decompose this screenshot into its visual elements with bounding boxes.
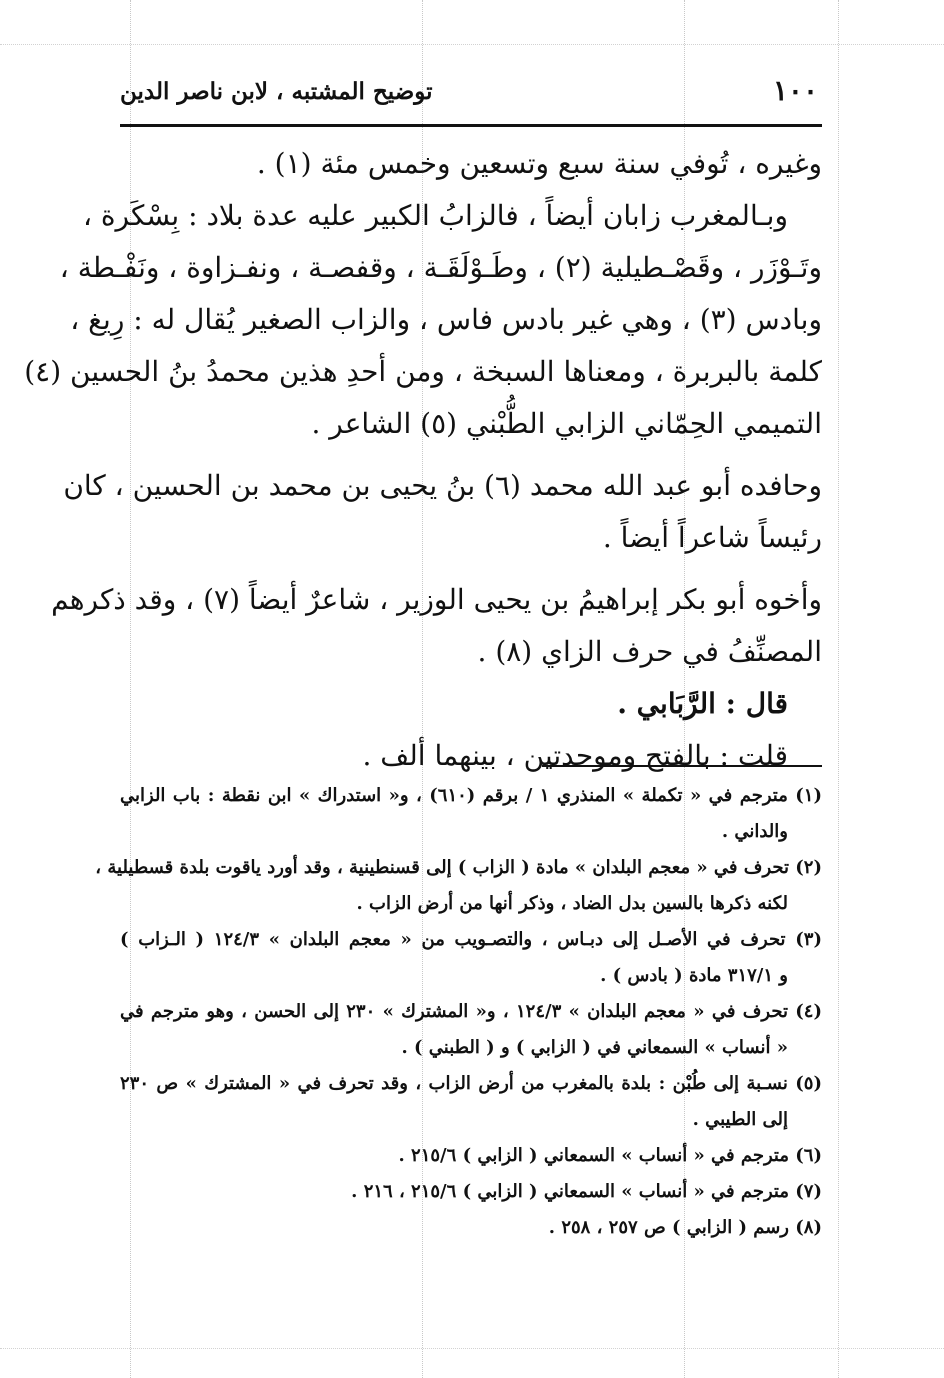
text-line: رئيساً شاعراً أيضاً . (602, 521, 822, 554)
text-line: وغيره ، تُوفي سنة سبع وتسعين وخمس مئة (١) . (256, 147, 822, 180)
scan-guide-line (838, 0, 839, 1378)
text-line: التميمي الحِمّاني الزابي الطُّبْني (٥) الشاعر . (311, 407, 822, 440)
scan-guide-line (0, 44, 944, 45)
footnote-line: لكنه ذكرها بالسين بدل الضاد ، وذكر أنها من أرض الزاب . (356, 893, 788, 914)
footnotes (95, 778, 822, 1246)
text-line: وتَـوْزَر ، وقَصْـطيلية (٢) ، وطَـوْلَقَـة ، وقفصـة ، ونفـزاوة ، ونَفْـطة ، (59, 251, 822, 284)
page-header (120, 72, 820, 124)
text-line: وأخوه أبو بكر إبراهيمُ بن يحيى الوزير ، شاعرٌ أيضاً (٧) ، وقد ذكرهم (51, 583, 822, 616)
text-line: المصنِّفُ في حرف الزاي (٨) . (477, 635, 822, 668)
footnote-line: (٦) مترجم في « أنساب » السمعاني ( الزابي ) ٢١٥/٦ . (398, 1145, 822, 1166)
footnote-line: « أنساب » السمعاني في ( الزابي ) و ( الطبني ) . (401, 1037, 788, 1058)
footnote-line: (٣) تحرف في الأصـل إلى دبـاس ، والتصـويب من « معجم البلدان » ١٢٤/٣ ( الـزاب ) (120, 929, 822, 950)
footnote-line: (١) مترجم في « تكملة » المنذري ١ / برقم (٦١٠) ، و« استدراك » ابن نقطة : باب الزابي (120, 785, 822, 806)
footnote-line: والداني . (721, 821, 788, 842)
footnote-line: (٤) تحرف في « معجم البلدان » ١٢٤/٣ ، و« المشترك » ٢٣٠ إلى الحسن ، وهو مترجم في (120, 1001, 822, 1022)
footnote-line: إلى الطيبي . (692, 1109, 788, 1130)
footnote-line: (٢) تحرف في « معجم البلدان » مادة ( الزاب ) إلى قسنطينية ، وقد أورد ياقوت بلدة قسطيلية ، (95, 857, 822, 878)
running-title: توضيح المشتبه ، لابن ناصر الدين (120, 78, 433, 105)
main-text (24, 138, 822, 782)
footnote-line: (٥) نسـبة إلى طُبْن : بلدة بالمغرب من أرض الزاب ، وقد تحرف في « المشترك » ص ٢٣٠ (120, 1073, 822, 1094)
footnote-separator (542, 765, 822, 767)
footnote-line: و ٣١٧/١ مادة ( بادس ) . (600, 965, 788, 986)
text-line: وبادس (٣) ، وهي غير بادس فاس ، والزاب الصغير يُقال له : رِيغ ، (70, 303, 822, 336)
footnote-line: (٧) مترجم في « أنساب » السمعاني ( الزابي ) ٢١٥/٦ ، ٢١٦ . (351, 1181, 822, 1202)
footnote-line: (٨) رسم ( الزابي ) ص ٢٥٧ ، ٢٥٨ . (548, 1217, 822, 1238)
page-number: ١٠٠ (772, 74, 818, 107)
text-line: قلت : بالفتح وموحدتين ، بينهما ألف . (362, 739, 788, 772)
scan-guide-line (0, 1348, 944, 1349)
text-line: وحافده أبو عبد الله محمد (٦) بنُ يحيى بن محمد بن الحسين ، كان (63, 469, 822, 502)
text-line: قال : الرَّبَابي . (617, 687, 788, 720)
text-line: وبـالمغرب زابان أيضاً ، فالزابُ الكبير عليه عدة بلاد : بِسْكَرة ، (82, 199, 788, 232)
text-line: كلمة بالبربرة ، ومعناها السبخة ، ومن أحدِ هذين محمدُ بنُ الحسين (٤) (24, 355, 822, 388)
header-rule (120, 124, 822, 127)
